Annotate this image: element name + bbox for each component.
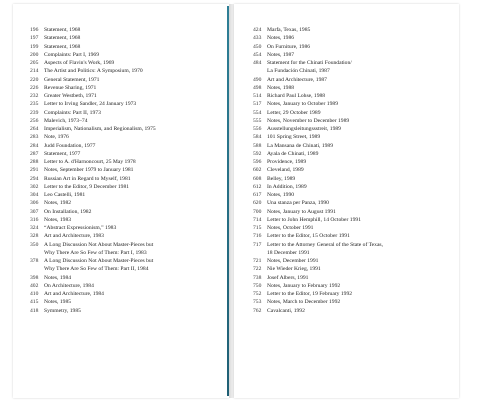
entry-title: Letter to the Editor, 15 October 1991	[267, 233, 350, 240]
entry-title: General Statement, 1971	[44, 76, 100, 83]
contents-entry	[253, 125, 453, 133]
entry-title: Nie Wieder Krieg, 1991	[267, 266, 321, 273]
contents-entry	[30, 100, 220, 108]
contents-entry	[253, 199, 453, 207]
contents-entry	[30, 183, 220, 191]
entry-title: Notes, 1982	[44, 200, 72, 207]
contents-entry	[30, 224, 220, 232]
contents-entry	[253, 224, 453, 232]
entry-title: 18 December 1991	[267, 249, 310, 256]
contents-entry	[253, 249, 453, 257]
page-number: 762	[253, 307, 262, 314]
contents-entry	[253, 282, 453, 290]
entry-title: The Artist and Politics: A Symposium, 1970	[44, 68, 143, 75]
page-number: 324	[30, 225, 39, 231]
entry-title: Why There Are So Few of Them: Part I, 1983	[44, 249, 147, 256]
entry-title: Statement, 1968	[44, 35, 81, 42]
contents-entry	[253, 166, 453, 174]
entry-title: Statement, 1968	[44, 43, 81, 50]
page-number: 307	[30, 208, 39, 215]
page-number: 418	[30, 307, 39, 314]
entry-title: Leo Castelli, 1981	[44, 192, 86, 198]
page-number: 700	[253, 208, 262, 215]
contents-entry	[30, 150, 220, 158]
entry-title: Una stanza per Panza, 1990	[267, 200, 329, 207]
entry-title: Letter, 29 October 1989	[267, 109, 321, 116]
contents-entry	[30, 191, 220, 199]
entry-title: Marfa, Texas, 1985	[267, 27, 311, 33]
entry-title: Notes, 1988	[267, 84, 295, 91]
entry-title: Notes, 1985	[44, 299, 72, 306]
entry-title: Letter to Irving Sandler, 24 January 1973	[44, 101, 137, 108]
page-number: 588	[253, 142, 262, 149]
contents-entry	[253, 298, 453, 306]
entry-title: Aspects of Flavin's Work, 1969	[44, 60, 115, 66]
contents-entry	[30, 208, 220, 216]
contents-entry	[30, 43, 220, 51]
page-number: 433	[253, 35, 262, 42]
page-number: 484	[253, 60, 262, 66]
contents-entry	[30, 232, 220, 240]
contents-entry	[30, 265, 220, 273]
page-number: 398	[30, 274, 39, 281]
page-number: 722	[253, 266, 262, 273]
contents-entry	[253, 265, 453, 273]
entry-title: In Addition, 1989	[267, 183, 307, 190]
contents-entry	[253, 26, 453, 34]
page-number: 196	[30, 27, 39, 33]
contents-entry	[30, 109, 220, 117]
page-number: 283	[30, 134, 39, 141]
entry-title: Notes, 1984	[44, 274, 72, 281]
entry-title: Statement, 1977	[44, 150, 81, 157]
page-number: 415	[30, 299, 39, 306]
entry-title: Notes, January to February 1992	[267, 282, 341, 289]
entry-title: Notes, September 1979 to January 1981	[44, 167, 134, 174]
entry-title: Notes, 1990	[267, 192, 295, 198]
contents-entry	[253, 43, 453, 51]
entry-title: Statement, 1968	[44, 27, 81, 33]
entry-title: Notes, January to October 1989	[267, 101, 338, 108]
entry-title: Letter to the Attorney General of the State of Texas,	[267, 241, 384, 248]
contents-entry	[30, 26, 220, 34]
page-number: 556	[253, 126, 262, 132]
entry-title: Malevich, 1973–74	[44, 117, 88, 124]
contents-entry	[253, 100, 453, 108]
contents-entry	[30, 125, 220, 133]
page-number: 454	[253, 51, 262, 58]
contents-entry	[253, 158, 453, 166]
entry-title: Letter to the Editor, 9 December 1981	[44, 183, 130, 190]
page-number: 197	[30, 35, 39, 42]
contents-entry	[253, 191, 453, 199]
right-page	[234, 4, 459, 398]
contents-entry	[253, 241, 453, 249]
page-number: 602	[253, 167, 262, 174]
page-number: 608	[253, 175, 262, 182]
page-number: 214	[30, 68, 39, 75]
entry-title: Notes, 1987	[267, 51, 295, 58]
entry-title: Complaints: Part I, 1969	[44, 51, 100, 58]
contents-entry	[30, 76, 220, 84]
entry-title: Imperialism, Nationalism, and Regionalism, 1975	[44, 126, 156, 132]
entry-title: Complaints: Part II, 1973	[44, 109, 101, 116]
entry-title: Note, 1976	[44, 134, 69, 141]
page-number: 750	[253, 282, 262, 289]
contents-entry	[30, 241, 220, 249]
page-number: 617	[253, 192, 262, 198]
contents-entry	[30, 257, 220, 265]
entry-title: Ayala de Chinati, 1989	[267, 150, 319, 157]
page-number: 294	[30, 175, 39, 182]
page-number: 287	[30, 150, 39, 157]
page-number: 232	[30, 93, 39, 99]
entry-title: Richard Paul Lohse, 1988	[267, 93, 326, 99]
page-number: 514	[253, 93, 262, 99]
entry-title: Letter to A. d'Harnoncourt, 25 May 1978	[44, 159, 136, 165]
contents-entry	[253, 232, 453, 240]
entry-title: Symmetry, 1985	[44, 307, 81, 314]
page-number: 239	[30, 109, 39, 116]
page-number: 554	[253, 109, 262, 116]
page-number: 498	[253, 84, 262, 91]
entry-title: 101 Spring Street, 1989	[267, 134, 321, 141]
contents-entry	[253, 76, 453, 84]
page-number: 596	[253, 159, 262, 165]
page-number: 612	[253, 183, 262, 190]
contents-entry	[30, 199, 220, 207]
entry-title: Art and Architecture, 1984	[44, 291, 104, 297]
entry-title: Letter to John Hemphill, 14 October 1991	[267, 216, 361, 223]
contents-entry	[30, 282, 220, 290]
page-number: 235	[30, 101, 39, 108]
entry-title: Art and Architecture, 1983	[44, 233, 104, 240]
contents-entry	[30, 51, 220, 59]
contents-entry	[253, 34, 453, 42]
page-number: 200	[30, 51, 39, 58]
contents-entry	[30, 274, 220, 282]
entry-title: Russian Art in Regard to Myself, 1981	[44, 175, 131, 182]
entry-title: A Long Discussion Not About Master-Pieces but	[44, 258, 154, 264]
right-contents-list	[253, 26, 453, 315]
page-number: 350	[30, 241, 39, 248]
contents-entry	[30, 298, 220, 306]
contents-entry	[30, 249, 220, 257]
contents-entry	[30, 92, 220, 100]
page-number: 402	[30, 282, 39, 289]
entry-title: On Architecture, 1984	[44, 282, 94, 289]
left-page	[13, 4, 229, 398]
entry-title: On Furniture, 1986	[267, 43, 311, 50]
contents-entry	[253, 67, 453, 75]
page-number: 721	[253, 258, 262, 264]
page-number: 205	[30, 60, 39, 66]
contents-entry	[253, 307, 453, 315]
contents-entry	[253, 84, 453, 92]
contents-entry	[253, 51, 453, 59]
entry-title: Notes, October 1991	[267, 225, 314, 231]
contents-entry	[253, 290, 453, 298]
page-number: 450	[253, 43, 262, 50]
entry-title: Belley, 1989	[267, 175, 296, 182]
page-number: 716	[253, 233, 262, 240]
page-number: 199	[30, 43, 39, 50]
page-number: 714	[253, 216, 262, 223]
page-number: 555	[253, 117, 262, 124]
contents-entry	[30, 175, 220, 183]
contents-entry	[253, 142, 453, 150]
contents-entry	[30, 142, 220, 150]
entry-title: Notes, November to December 1989	[267, 117, 350, 124]
page-number: 288	[30, 159, 39, 165]
entry-title: Statement for the Chinati Foundation/	[267, 60, 352, 66]
entry-title: Notes, 1983	[44, 216, 72, 223]
entry-title: Notes, 1986	[267, 35, 295, 42]
entry-title: Revenue Sharing, 1971	[44, 84, 97, 91]
page-number: 284	[30, 142, 39, 149]
entry-title: Cleveland, 1989	[267, 167, 304, 174]
contents-entry	[30, 307, 220, 315]
page-number: 592	[253, 150, 262, 157]
left-contents-list	[30, 26, 220, 315]
page-number: 753	[253, 299, 262, 306]
entry-title: Ausstellungsleitungssstreit, 1989	[267, 126, 341, 132]
contents-entry	[30, 34, 220, 42]
contents-entry	[253, 133, 453, 141]
contents-entry	[253, 150, 453, 158]
entry-title: Greater Westbeth, 1971	[44, 93, 97, 99]
page-number: 517	[253, 101, 262, 108]
contents-entry	[30, 117, 220, 125]
contents-entry	[253, 208, 453, 216]
page-number: 715	[253, 225, 262, 231]
contents-entry	[253, 117, 453, 125]
contents-entry	[30, 158, 220, 166]
page-number: 738	[253, 274, 262, 281]
contents-entry	[253, 257, 453, 265]
page-number: 328	[30, 233, 39, 240]
contents-entry	[253, 216, 453, 224]
page-number: 256	[30, 117, 39, 124]
contents-entry	[253, 274, 453, 282]
entry-title: La Mansana de Chinati, 1989	[267, 142, 334, 149]
entry-title: A Long Discussion Not About Master-Pieces but	[44, 241, 154, 248]
page-number: 226	[30, 84, 39, 91]
page-number: 304	[30, 192, 39, 198]
entry-title: Cavalcanti, 1992	[267, 307, 305, 314]
contents-entry	[30, 290, 220, 298]
contents-entry	[30, 84, 220, 92]
entry-title: Notes, March to December 1992	[267, 299, 341, 306]
entry-title: Providence, 1989	[267, 159, 307, 165]
page-number: 306	[30, 200, 39, 207]
contents-entry	[30, 133, 220, 141]
page-number: 302	[30, 183, 39, 190]
contents-entry	[253, 175, 453, 183]
page-number: 264	[30, 126, 39, 132]
page-number: 717	[253, 241, 262, 248]
entry-title: Art and Architecture, 1987	[267, 76, 327, 83]
page-number: 316	[30, 216, 39, 223]
entry-title: Notes, January to August 1991	[267, 208, 336, 215]
contents-entry	[30, 67, 220, 75]
entry-title: Letter to the Editor, 19 February 1992	[267, 291, 353, 297]
page-number: 620	[253, 200, 262, 207]
page-number: 410	[30, 291, 39, 297]
page-number: 220	[30, 76, 39, 83]
entry-title: Why There Are So Few of Them: Part II, 1984	[44, 266, 149, 273]
page-number: 490	[253, 76, 262, 83]
page-number: 584	[253, 134, 262, 141]
entry-title: On Installation, 1982	[44, 208, 92, 215]
contents-entry	[253, 92, 453, 100]
entry-title: Notes, December 1991	[267, 258, 319, 264]
contents-entry	[30, 166, 220, 174]
contents-entry	[253, 109, 453, 117]
contents-entry	[253, 59, 453, 67]
entry-title: Josef Albers, 1991	[267, 274, 309, 281]
page-number: 291	[30, 167, 39, 174]
contents-entry	[253, 183, 453, 191]
entry-title: Judd Foundation, 1977	[44, 142, 96, 149]
contents-entry	[30, 216, 220, 224]
page-number: 424	[253, 27, 262, 33]
entry-title: “Abstract Expressionism,” 1983	[44, 225, 117, 231]
page-number: 752	[253, 291, 262, 297]
entry-title: La Fundación Chinati, 1987	[267, 68, 330, 75]
page-number: 378	[30, 258, 39, 264]
contents-entry	[30, 59, 220, 67]
